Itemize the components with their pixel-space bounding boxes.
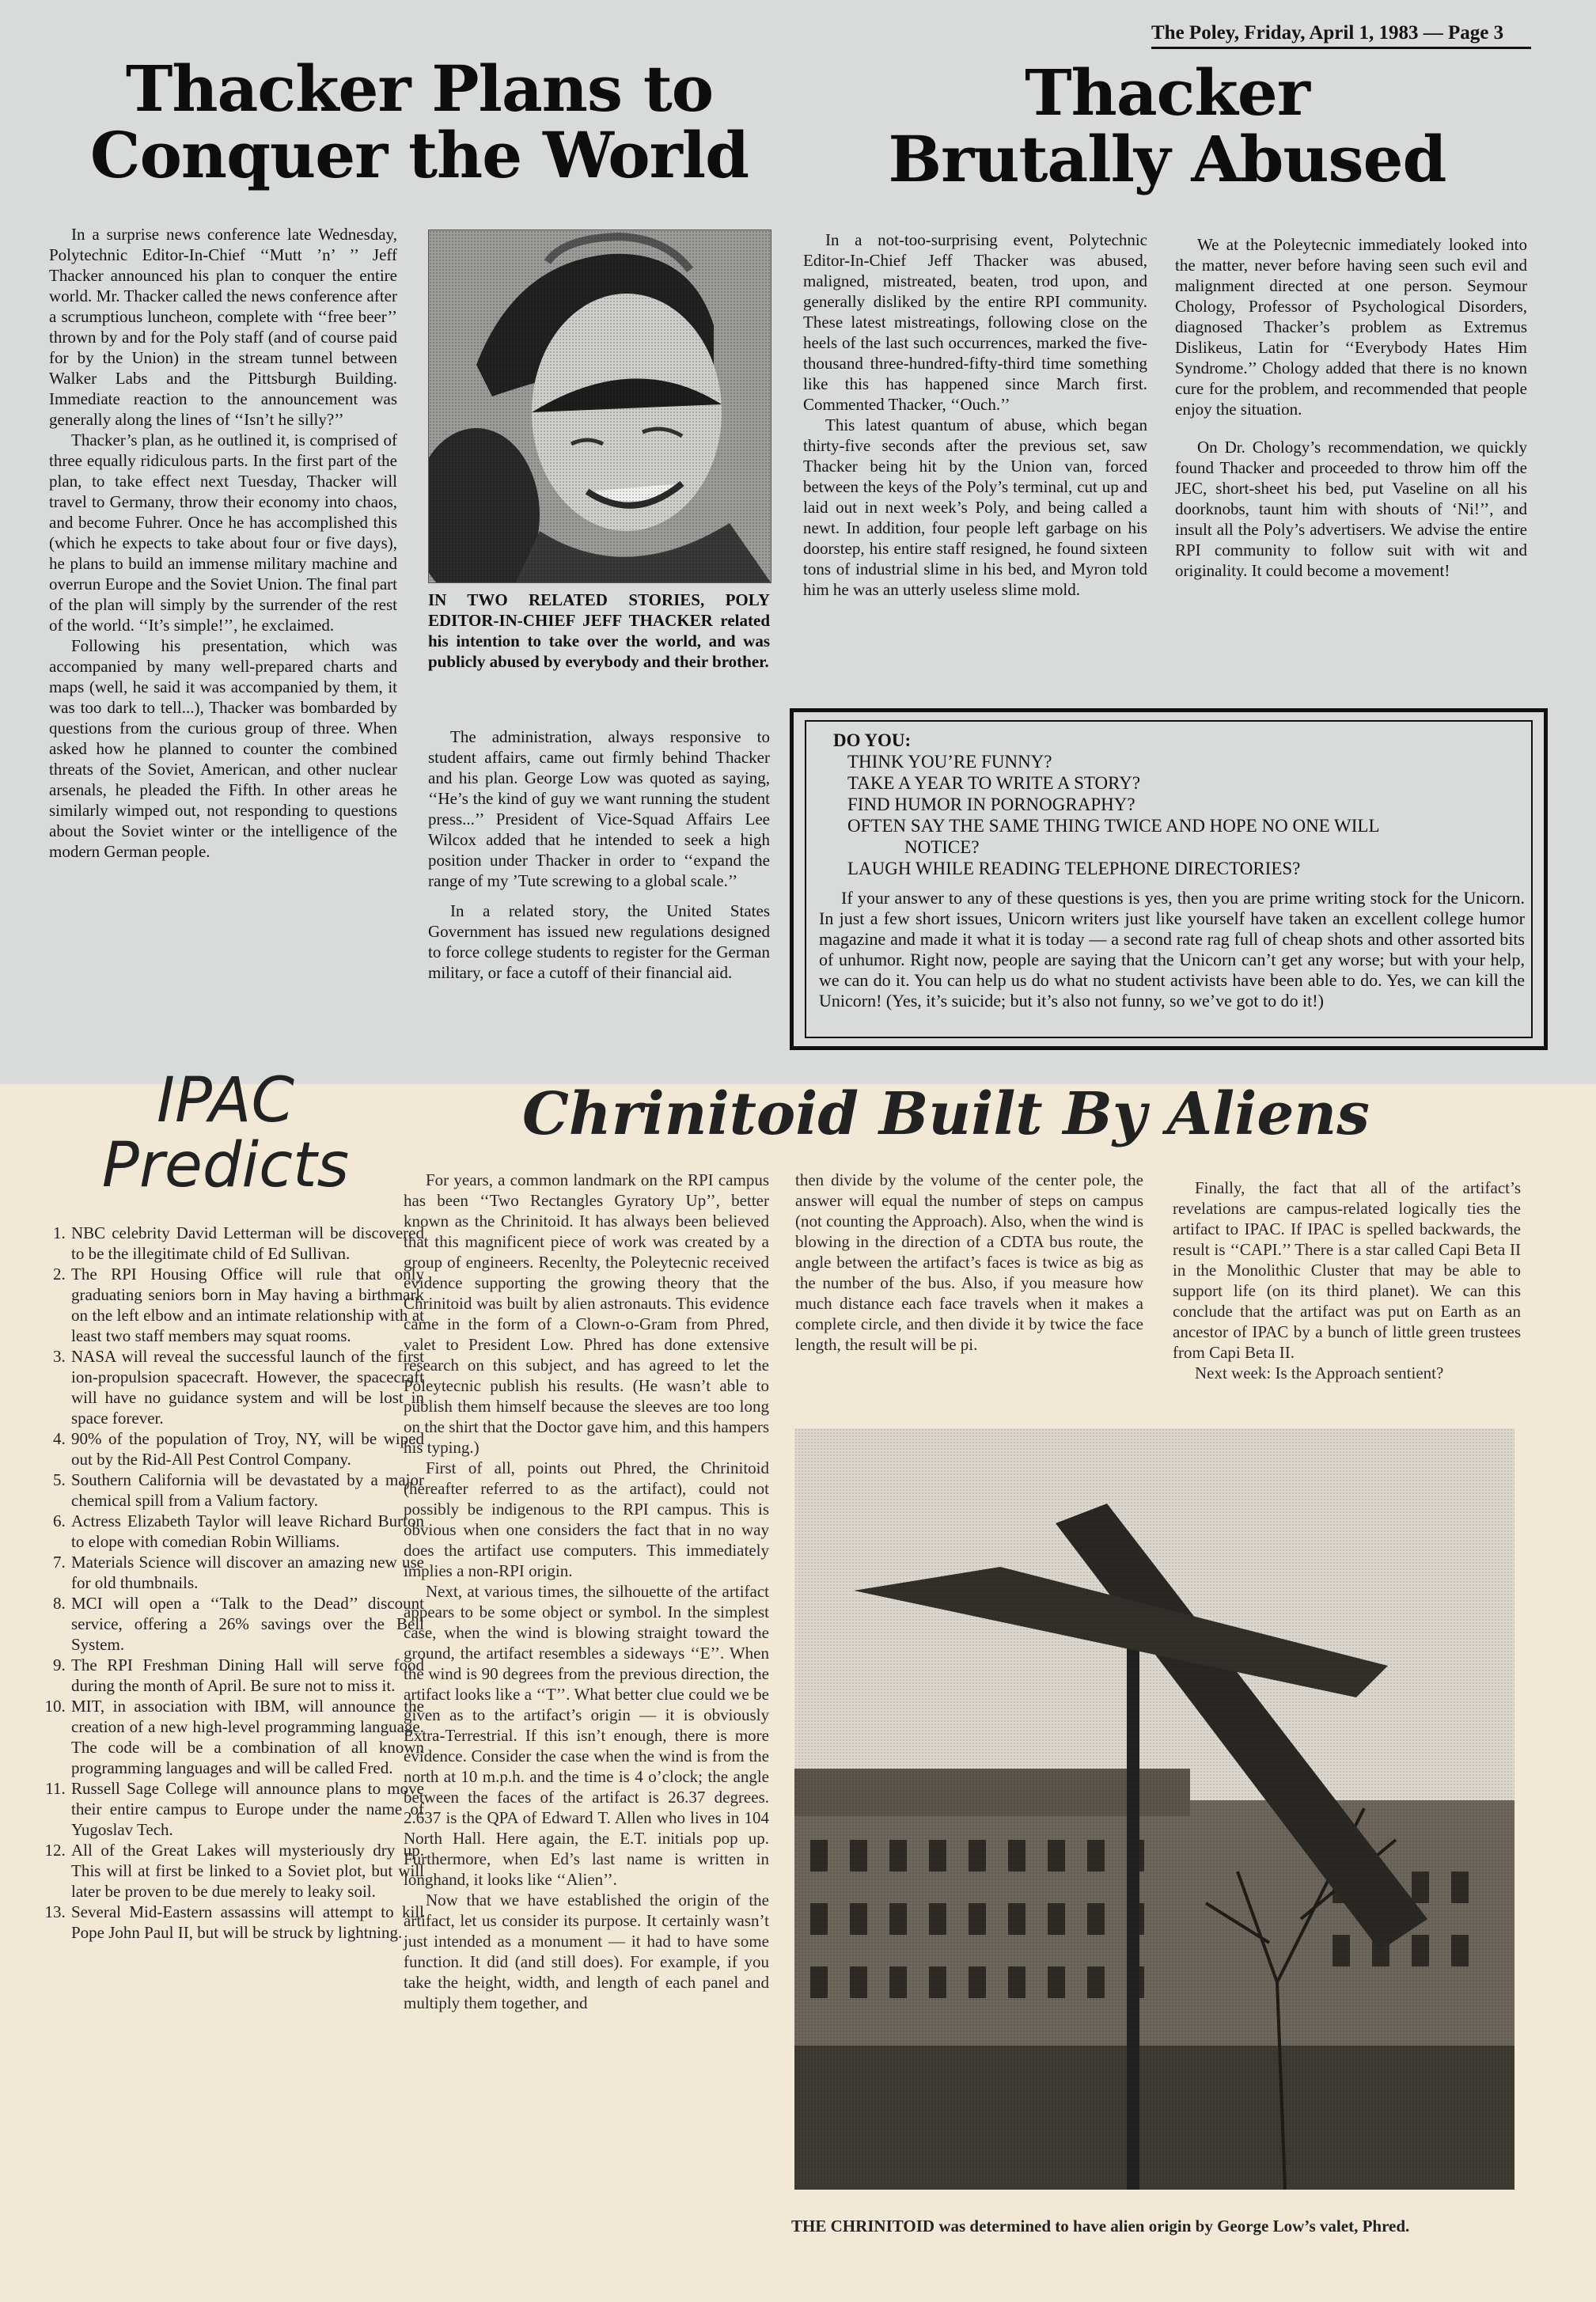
story1-paragraph: Following his presentation, which was accompanied by many well-prepared charts and maps (well, he said it was accompanied by them, it was too dark to tell...), Thacker was bombarded by questions from the curious group of three. When asked how he planned to counter the combined threats of the Soviet, American, and other nuclear arsenals, he pleaded the Fifth. In other areas he similarly wimped out, not responding to questions about the Soviet winter or the intelligence of the modern German people. <box>49 636 397 861</box>
story2-headline-line2: Brutally Abused <box>888 122 1446 196</box>
chrinitoid-paragraph: First of all, points out Phred, the Chrinitoid (hereafter referred to as the artifact), could not possibly be indigenous to the RPI campus. This is obvious when one considers the fact that in no way does the artifact use computers. This immediately implies a non-RPI origin. <box>404 1458 769 1580</box>
prediction-item: 8. MCI will open a ‘‘Talk to the Dead’’ discount service, offering a 26% savings over the Bell System. <box>70 1593 424 1655</box>
ad-question: FIND HUMOR IN PORNOGRAPHY? <box>847 795 1135 814</box>
story1-paragraph: In a related story, the United States Government has issued new regulations designed to force college students to register for the German military, or face a cutoff of their financial aid. <box>428 901 770 982</box>
thacker-photo-image <box>429 230 771 582</box>
ipac-title-line1: IPAC <box>157 1065 294 1136</box>
story2-headline-line1: Thacker <box>1025 55 1310 130</box>
story1-photo-caption: IN TWO RELATED STORIES, POLY EDITOR-IN-CHIEF JEFF THACKER related his intention to take over the world, and was publicly abused by everybody and their brother. <box>428 590 770 671</box>
story1-column-2 <box>428 726 770 983</box>
chrinitoid-paragraph: Next, at various times, the silhouette of the artifact appears to be some object or symbol. In the simplest case, when the wind is blowing straight toward the ground, the artifact resembles a sideways ‘‘E’’. When the wind is 90 degrees from the previous direction, the artifact looks like a ‘‘T’’. What better clue could we be given as to the artifact’s origin — it is obviously Extra-Terrestrial. If this isn’t enough, there is more evidence. Consider the case when the wind is from the north at 10 m.p.h. and the time is 4 o’clock; the angle between the faces of the artifact is 26.37 degrees. 2.637 is the QPA of Edward T. Allen who lives in 104 North Hall. Here again, the E.T. initials pop up. Furthermore, when Ed’s last name is written in longhand, it looks like ‘‘Alien’’. <box>404 1582 769 1889</box>
prediction-item: 2. The RPI Housing Office will rule that only graduating seniors born in May having a birthmark on the left elbow and an intimate relationship with at least two staff members may squat rooms. <box>70 1264 424 1346</box>
chrinitoid-headline: Chrinitoid Built By Aliens <box>522 1080 1370 1148</box>
story1-headline-line1: Thacker Plans to <box>125 51 714 126</box>
story2-paragraph: On Dr. Chology’s recommendation, we quickly found Thacker and proceeded to throw him off the JEC, short-sheet his bed, put Vaseline on all his doorknobs, taunt him with shouts of ‘Ni!’’, and insult all the Poly’s advertisers. We advise the entire RPI community to follow suit with wit and originality. It could become a movement! <box>1175 438 1527 580</box>
prediction-item: 11. Russell Sage College will announce plans to move their entire campus to Europe under the name of Yugoslav Tech. <box>70 1778 424 1840</box>
story1-paragraph: Thacker’s plan, as he outlined it, is comprised of three equally ridiculous parts. In the first part of the plan, to take effect next Tuesday, Thacker will travel to Germany, throw their economy into chaos, and become Fuhrer. Once he has accomplished this (which he expects to take about four or five days), he plans to build an immense military machine and overrun Europe and the Soviet Union. The final part of the plan will simply by the surrender of the rest of the world. ‘‘It’s simple!’’, he exclaimed. <box>49 430 397 635</box>
ipac-title <box>75 1065 376 1201</box>
ad-questions <box>833 730 1380 879</box>
running-head: The Poley, Friday, April 1, 1983 — Page 3 <box>1151 22 1531 49</box>
chrinitoid-paragraph: then divide by the volume of the center pole, the answer will equal the number of steps on campus (not counting the Approach). Also, when the wind is blowing in the direction of a CDTA bus route, the angle between the artifact’s faces is twice as big as the number of the bus. Also, if you measure how much distance each face travels when it makes a complete circle, and then divide it by twice the face length, the result will be pi. <box>795 1170 1143 1354</box>
chrinitoid-photo-caption: THE CHRINITOID was determined to have alien origin by George Low’s valet, Phred. <box>791 2217 1410 2236</box>
chrinitoid-photo <box>794 1428 1514 2190</box>
story2-headline <box>855 55 1480 196</box>
ipac-predictions-list <box>32 1223 424 1943</box>
prediction-item: 12. All of the Great Lakes will mysteriously dry up. This will at first be linked to a Soviet plot, but will later be proven to be due merely to leaky soil. <box>70 1840 424 1902</box>
ipac-title-line2: Predicts <box>101 1130 350 1201</box>
chrinitoid-paragraph: Next week: Is the Approach sentient? <box>1195 1363 1444 1382</box>
prediction-item: 1. NBC celebrity David Letterman will be discovered to be the illegitimate child of Ed Sullivan. <box>70 1223 424 1264</box>
chrinitoid-paragraph: Now that we have established the origin of the artifact, let us consider its purpose. It certainly wasn’t just intended as a monument — it had to have some function. It did (and still does). For example, if you take the height, width, and length of each panel and multiply them together, and <box>404 1891 769 2012</box>
ad-question-continued: NOTICE? <box>904 837 980 857</box>
prediction-item: 6. Actress Elizabeth Taylor will leave Richard Burton to elope with comedian Robin Williams. <box>70 1511 424 1552</box>
chrinitoid-column-1 <box>404 1170 769 2013</box>
prediction-item: 10. MIT, in association with IBM, will announce the creation of a new high-level programming language. The code will be a combination of all known programming languages and will be called Fred. <box>70 1696 424 1778</box>
ad-body: If your answer to any of these questions is yes, then you are prime writing stock for the Unicorn. In just a few short issues, Unicorn writers just like yourself have taken an excellent college humor magazine and made it what it is today — a second rate rag full of cheap shots and other assorted bits of unhumor. Right now, people are saying that the Unicorn can’t get any worse; but with your help, we can do it. You can help us do what no student activists have been able to do. Yes, we can kill the Unicorn! (Yes, it’s suicide; but it’s also not funny, so we’ve got to do it!) <box>819 888 1525 1011</box>
story1-headline <box>79 51 760 192</box>
ad-question: OFTEN SAY THE SAME THING TWICE AND HOPE NO ONE WILL <box>847 816 1380 836</box>
thacker-photo <box>428 229 771 583</box>
chrinitoid-column-3 <box>1173 1178 1521 1383</box>
prediction-item: 7. Materials Science will discover an amazing new use for old thumbnails. <box>70 1552 424 1593</box>
prediction-item: 4. 90% of the population of Troy, NY, will be wiped out by the Rid-All Pest Control Company. <box>70 1428 424 1470</box>
story1-headline-line2: Conquer the World <box>89 118 749 192</box>
story2-column-2 <box>1175 234 1527 581</box>
story2-paragraph: We at the Poleytecnic immediately looked into the matter, never before having seen such evil and malignment directed at one person. Seymour Chology, Professor of Psychological Disorders, diagnosed Thacker’s problem as Extremus Dislikeus, Latin for ‘‘Everybody Hates Him Syndrome.’’ Chology added that there is no known cure for the problem, and recommended that people enjoy the situation. <box>1175 235 1527 419</box>
ad-question: THINK YOU’RE FUNNY? <box>847 752 1052 772</box>
prediction-item: 9. The RPI Freshman Dining Hall will serve food during the month of April. Be sure not to miss it. <box>70 1655 424 1696</box>
prediction-item: 3. NASA will reveal the successful launch of the first ion-propulsion spacecraft. However, the spacecraft will have no guidance system and will be lost in space forever. <box>70 1346 424 1428</box>
chrinitoid-column-2 <box>795 1170 1143 1355</box>
story1-paragraph: The administration, always responsive to student affairs, came out firmly behind Thacker and his plan. George Low was quoted as saying, ‘‘He’s the kind of guy we want running the student press...’’ President of Vice-Squad Affairs Lee Wilcox added that he intended to seek a high position under Thacker in order to ‘‘expand the range of my ’Tute screwing to a global scale.’’ <box>428 727 770 890</box>
chrinitoid-photo-image <box>794 1428 1514 2190</box>
chrinitoid-paragraph: Finally, the fact that all of the artifact’s revelations are campus-related logically ties the artifact to IPAC. If IPAC is spelled backwards, the result is ‘‘CAPI.’’ There is a star called Capi Beta II in the Monolithic Cluster that may be able to support life (on its third planet). We can this conclude that the artifact was put on Earth as an ancestor of IPAC by a bunch of little green trustees from Capi Beta II. <box>1173 1178 1521 1362</box>
unicorn-ad-box <box>790 708 1548 1050</box>
story2-column-1 <box>803 229 1147 600</box>
chrinitoid-paragraph: For years, a common landmark on the RPI campus has been ‘‘Two Rectangles Gyratory Up’’, better known as the Chrinitoid. It has always been believed that this magnificent piece of work was created by a group of engineers. Recenlty, the Poleytecnic received evidence supporting the growing theory that the Chrinitoid was built by alien astronauts. This evidence came in the form of a Clown-o-Gram from Phred, valet to President Low. Phred has done extensive research on this subject, and has agreed to let the Poleytecnic publish his results. (He wasn’t able to publish them himself because the sleeves are too long on the shirt that the Doctor gave him, and this hampers his typing.) <box>404 1170 769 1457</box>
ad-question: LAUGH WHILE READING TELEPHONE DIRECTORIES? <box>847 859 1301 878</box>
story2-paragraph: This latest quantum of abuse, which began thirty-five seconds after the previous set, saw Thacker being hit by the Union van, forced between the keys of the Poly’s terminal, cut up and laid out in next week’s Poly, and being called a newt. In addition, four people left garbage on his doorstep, his entire staff resigned, he found sixteen tons of industrial slime in his bed, and Myron told him he was an utterly useless slime mold. <box>803 415 1147 599</box>
story1-column-1 <box>49 224 397 862</box>
prediction-item: 5. Southern California will be devastated by a major chemical spill from a Valium factory. <box>70 1470 424 1511</box>
ad-question: TAKE A YEAR TO WRITE A STORY? <box>847 773 1141 793</box>
ad-lead: DO YOU: <box>833 730 912 750</box>
story2-paragraph: In a not-too-surprising event, Polytechnic Editor-In-Chief Jeff Thacker was abused, maligned, mistreated, beaten, trod upon, and generally disliked by the entire RPI community. These latest mistreatings, following close on the heels of the last such occurrences, marked the five-thousand three-hundred-fifty-third time something like this has happened since March first. Commented Thacker, ‘‘Ouch.’’ <box>803 230 1147 414</box>
story1-paragraph: In a surprise news conference late Wednesday, Polytechnic Editor-In-Chief ‘‘Mutt ’n’ ’’ Jeff Thacker announced his plan to conquer the entire world. Mr. Thacker called the news conference after a scrumptious luncheon, complete with ‘‘free beer’’ thrown by and for the Poly staff (and of course paid for by the Union) in the stream tunnel between Walker Labs and the Pittsburgh Building. Immediate reaction to the announcement was generally along the lines of ‘‘Isn’t he silly?’’ <box>49 225 397 429</box>
prediction-item: 13. Several Mid-Eastern assassins will attempt to kill Pope John Paul II, but will be struck by lightning. <box>70 1902 424 1943</box>
